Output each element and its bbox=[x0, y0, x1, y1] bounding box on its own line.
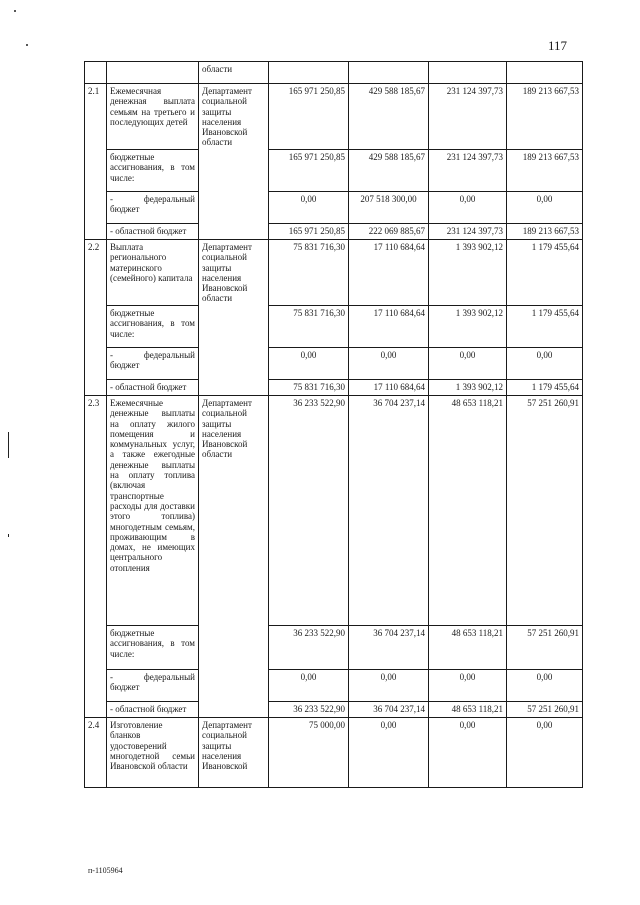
value-cell: 57 251 260,91 bbox=[507, 702, 583, 718]
value-cell: 189 213 667,53 bbox=[507, 84, 583, 150]
scan-speck bbox=[8, 432, 9, 458]
row-label: бюджетные ассигнования, в том числе: bbox=[107, 626, 199, 670]
item-number: 2.4 bbox=[85, 718, 107, 788]
value-cell: 0,00 bbox=[429, 718, 507, 788]
value-cell: 36 233 522,90 bbox=[269, 626, 349, 670]
value-cell: 429 588 185,67 bbox=[349, 84, 429, 150]
scan-speck bbox=[26, 44, 28, 46]
value-cell: 0,00 bbox=[269, 348, 349, 380]
row-label: - федеральный бюджет bbox=[107, 192, 199, 224]
value-cell: 0,00 bbox=[429, 670, 507, 702]
document-code: п-1105964 bbox=[88, 866, 123, 875]
row-label: бюджетные ассигнования, в том числе: bbox=[107, 150, 199, 192]
value-cell: 0,00 bbox=[507, 670, 583, 702]
value-cell: 207 518 300,00 bbox=[349, 192, 429, 224]
row-label: - федеральный бюджет bbox=[107, 348, 199, 380]
item-name: Ежемесячная денежная выплата семьям на третьего и последующих детей bbox=[107, 84, 199, 150]
value-cell: 222 069 885,67 bbox=[349, 224, 429, 240]
row-label: - областной бюджет bbox=[107, 224, 199, 240]
executor-cell: Департамент социальной защиты населения Ивановской bbox=[199, 718, 269, 788]
value-cell: 36 704 237,14 bbox=[349, 626, 429, 670]
value-cell: 0,00 bbox=[269, 670, 349, 702]
value-cell: 231 124 397,73 bbox=[429, 224, 507, 240]
value-cell: 165 971 250,85 bbox=[269, 224, 349, 240]
value-cell: 0,00 bbox=[507, 348, 583, 380]
value-cell: 17 110 684,64 bbox=[349, 380, 429, 396]
value-cell: 0,00 bbox=[349, 718, 429, 788]
cell-empty bbox=[85, 62, 107, 84]
value-cell: 0,00 bbox=[507, 192, 583, 224]
table-row bbox=[85, 626, 583, 670]
cell-empty bbox=[507, 62, 583, 84]
value-cell: 48 653 118,21 bbox=[429, 702, 507, 718]
value-cell: 36 704 237,14 bbox=[349, 396, 429, 626]
value-cell: 0,00 bbox=[429, 348, 507, 380]
cell-empty bbox=[269, 62, 349, 84]
continuation-row bbox=[85, 62, 583, 84]
value-cell: 75 831 716,30 bbox=[269, 306, 349, 348]
row-label: - федеральный бюджет bbox=[107, 670, 199, 702]
value-cell: 48 653 118,21 bbox=[429, 626, 507, 670]
value-cell: 1 393 902,12 bbox=[429, 306, 507, 348]
value-cell: 57 251 260,91 bbox=[507, 626, 583, 670]
item-name: Ежемесячные денежные выплаты на оплату жилого помещения и коммунальных услуг, а также ежегодные денежные выплаты на оплату топлива (включая транспортные расходы для доставки этого топлива) многодетным семьям, проживающим в домах, не имеющих центрального отопления bbox=[107, 396, 199, 626]
value-cell: 0,00 bbox=[349, 670, 429, 702]
item-number: 2.1 bbox=[85, 84, 107, 240]
executor-cell: области bbox=[199, 62, 269, 84]
cell-empty bbox=[107, 62, 199, 84]
row-label: - областной бюджет bbox=[107, 702, 199, 718]
value-cell: 0,00 bbox=[429, 192, 507, 224]
value-cell: 165 971 250,85 bbox=[269, 84, 349, 150]
table-row bbox=[85, 702, 583, 718]
scan-speck bbox=[8, 534, 9, 537]
value-cell: 231 124 397,73 bbox=[429, 150, 507, 192]
value-cell: 231 124 397,73 bbox=[429, 84, 507, 150]
value-cell: 165 971 250,85 bbox=[269, 150, 349, 192]
table-row bbox=[85, 396, 583, 626]
item-name: Выплата регионального материнского (семейного) капитала bbox=[107, 240, 199, 306]
value-cell: 17 110 684,64 bbox=[349, 306, 429, 348]
table-row bbox=[85, 306, 583, 348]
value-cell: 36 233 522,90 bbox=[269, 702, 349, 718]
value-cell: 429 588 185,67 bbox=[349, 150, 429, 192]
table-row bbox=[85, 224, 583, 240]
table-row bbox=[85, 380, 583, 396]
item-number: 2.2 bbox=[85, 240, 107, 396]
value-cell: 75 831 716,30 bbox=[269, 380, 349, 396]
value-cell: 1 179 455,64 bbox=[507, 306, 583, 348]
table-row bbox=[85, 348, 583, 380]
cell-empty bbox=[349, 62, 429, 84]
scan-speck bbox=[14, 10, 16, 12]
value-cell: 48 653 118,21 bbox=[429, 396, 507, 626]
value-cell: 1 393 902,12 bbox=[429, 380, 507, 396]
value-cell: 17 110 684,64 bbox=[349, 240, 429, 306]
item-name: Изготовление бланков удостоверений многодетной семьи Ивановской области bbox=[107, 718, 199, 788]
row-label: - областной бюджет bbox=[107, 380, 199, 396]
page-number: 117 bbox=[548, 38, 568, 53]
value-cell: 36 233 522,90 bbox=[269, 396, 349, 626]
value-cell: 189 213 667,53 bbox=[507, 224, 583, 240]
value-cell: 1 179 455,64 bbox=[507, 240, 583, 306]
executor-cell: Департамент социальной защиты населения Ивановской области bbox=[199, 396, 269, 718]
row-label: бюджетные ассигнования, в том числе: bbox=[107, 306, 199, 348]
value-cell: 0,00 bbox=[349, 348, 429, 380]
table-row bbox=[85, 84, 583, 150]
value-cell: 0,00 bbox=[269, 192, 349, 224]
budget-table bbox=[84, 61, 583, 788]
value-cell: 36 704 237,14 bbox=[349, 702, 429, 718]
value-cell: 75 831 716,30 bbox=[269, 240, 349, 306]
value-cell: 1 393 902,12 bbox=[429, 240, 507, 306]
table-row bbox=[85, 150, 583, 192]
value-cell: 0,00 bbox=[507, 718, 583, 788]
value-cell: 75 000,00 bbox=[269, 718, 349, 788]
executor-cell: Департамент социальной защиты населения Ивановской области bbox=[199, 240, 269, 396]
table-row bbox=[85, 192, 583, 224]
value-cell: 189 213 667,53 bbox=[507, 150, 583, 192]
cell-empty bbox=[429, 62, 507, 84]
table-row bbox=[85, 718, 583, 788]
table-row bbox=[85, 670, 583, 702]
value-cell: 1 179 455,64 bbox=[507, 380, 583, 396]
table-row bbox=[85, 240, 583, 306]
executor-cell: Департамент социальной защиты населения Ивановской области bbox=[199, 84, 269, 240]
item-number: 2.3 bbox=[85, 396, 107, 718]
value-cell: 57 251 260,91 bbox=[507, 396, 583, 626]
